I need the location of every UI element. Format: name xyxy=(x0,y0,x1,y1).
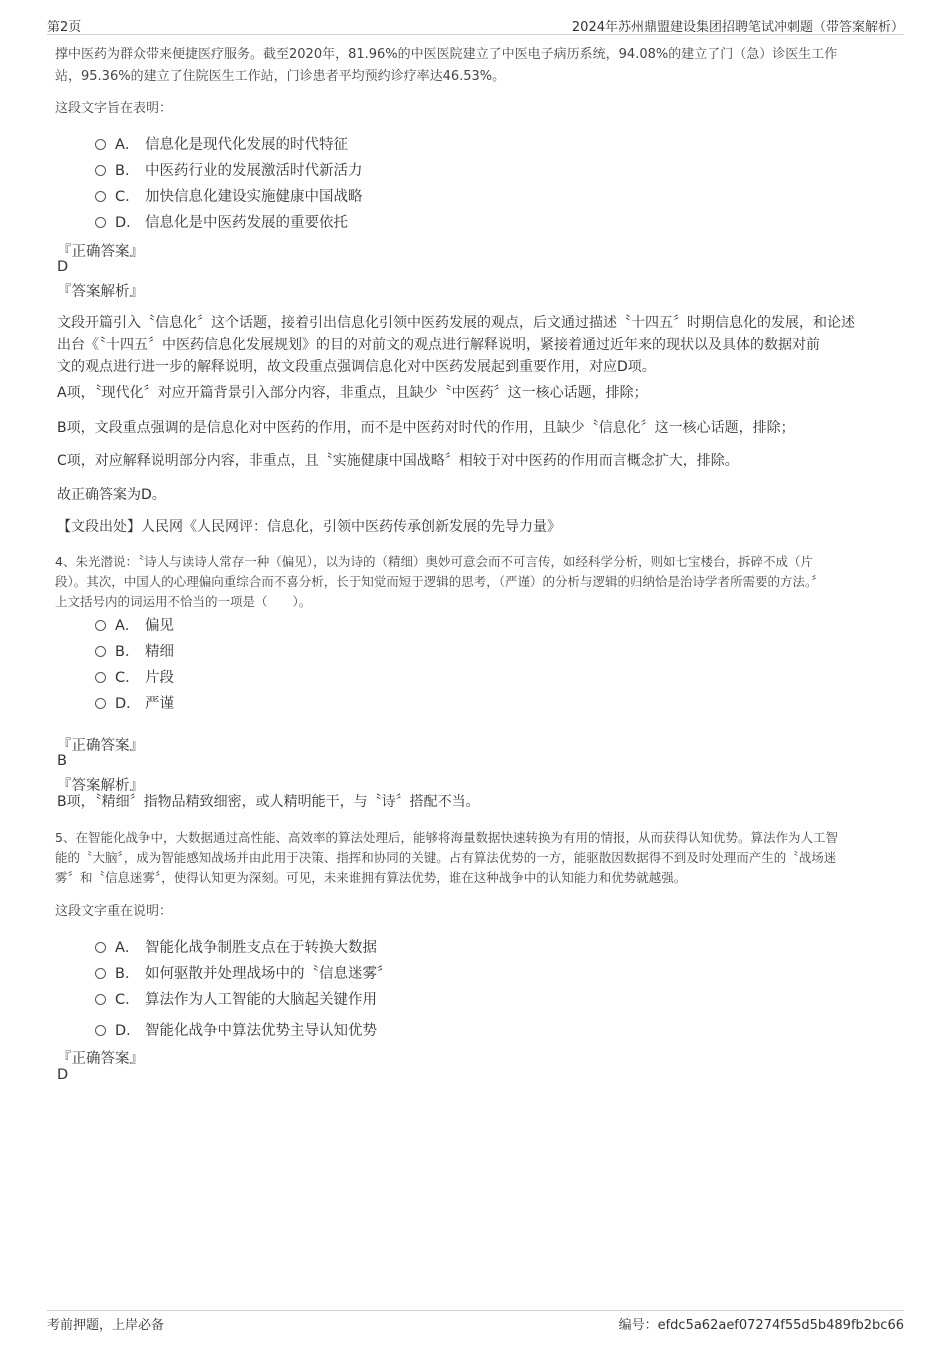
radio-icon[interactable] xyxy=(95,139,106,150)
q3-option-d[interactable]: D． 信息化是中医药发展的重要依托 xyxy=(95,211,348,233)
q5-option-b[interactable]: B． 如何驱散并处理战场中的〝信息迷雾〞 xyxy=(95,962,392,984)
radio-icon[interactable] xyxy=(95,968,106,979)
document-id: 编号：efdc5a62aef07274f55d5b489fb2bc66 xyxy=(618,1318,904,1333)
q4-option-d[interactable]: D． 严谨 xyxy=(95,692,174,714)
q3-passage-line: 撑中医药为群众带来便捷医疗服务。截至2020年，81.96%的中医医院建立了中医电子病历系统，94.08%的建立了门（急）诊医生工作 xyxy=(55,47,838,62)
q5-option-d[interactable]: D． 智能化战争中算法优势主导认知优势 xyxy=(95,1019,377,1041)
radio-icon[interactable] xyxy=(95,165,106,176)
q5-option-c[interactable]: C． 算法作为人工智能的大脑起关键作用 xyxy=(95,988,377,1010)
q5-stem-line: 雾〞和〝信息迷雾〞，使得认知更为深刻。可见，未来谁拥有算法优势，谁在这种战争中的认知能力和优势就越强。 xyxy=(55,870,687,885)
q5-stem xyxy=(55,828,915,888)
document-title: 2024年苏州鼎盟建设集团招聘笔试冲刺题（带答案解析） xyxy=(571,20,904,35)
q4-option-a[interactable]: A． 偏见 xyxy=(95,614,174,636)
q4-stem-line: 上文括号内的词运用不恰当的一项是（ ）。 xyxy=(55,594,312,609)
q5-option-a[interactable]: A． 智能化战争制胜支点在于转换大数据 xyxy=(95,936,377,958)
q3-conclusion: 故正确答案为D。 xyxy=(57,487,166,503)
q3-analysis-b: B项，文段重点强调的是信息化对中医药的作用，而不是中医药对时代的作用，且缺少〝信息化〞这一核心话题，排除； xyxy=(57,420,795,436)
q3-option-a[interactable]: A． 信息化是现代化发展的时代特征 xyxy=(95,133,348,155)
q3-analysis-c: C项，对应解释说明部分内容，非重点，且〝实施健康中国战略〞相较于对中医药的作用而言概念扩大，排除。 xyxy=(57,453,739,469)
q5-answer-label: 『正确答案』 xyxy=(57,1051,144,1067)
q5-prompt: 这段文字重在说明： xyxy=(55,904,173,919)
page-number: 第2页 xyxy=(47,20,82,35)
q5-answer: D xyxy=(57,1067,69,1083)
radio-icon[interactable] xyxy=(95,217,106,228)
q4-answer-label: 『正确答案』 xyxy=(57,738,144,754)
q4-analysis: B项，〝精细〞指物品精致细密，或人精明能干，与〝诗〞搭配不当。 xyxy=(57,794,480,810)
q3-prompt: 这段文字旨在表明： xyxy=(55,101,173,116)
q3-analysis-label: 『答案解析』 xyxy=(57,284,144,300)
q3-analysis xyxy=(57,312,902,378)
radio-icon[interactable] xyxy=(95,672,106,683)
q4-analysis-label: 『答案解析』 xyxy=(57,778,144,794)
radio-icon[interactable] xyxy=(95,698,106,709)
radio-icon[interactable] xyxy=(95,646,106,657)
q4-option-b[interactable]: B． 精细 xyxy=(95,640,174,662)
q3-option-c[interactable]: C． 加快信息化建设实施健康中国战略 xyxy=(95,185,363,207)
q3-analysis-line: 文段开篇引入〝信息化〞这个话题，接着引出信息化引领中医药发展的观点，后文通过描述〝十四五〞时期信息化的发展，和论述 xyxy=(57,315,855,331)
q3-analysis-line: 文的观点进行进一步的解释说明，故文段重点强调信息化对中医药发展起到重要作用，对应D项。 xyxy=(57,359,656,375)
page-header xyxy=(47,14,904,35)
q3-option-b[interactable]: B． 中医药行业的发展激活时代新活力 xyxy=(95,159,363,181)
footer-slogan: 考前押题，上岸必备 xyxy=(47,1318,165,1333)
radio-icon[interactable] xyxy=(95,191,106,202)
q4-stem xyxy=(55,552,915,612)
q3-answer: D xyxy=(57,259,69,275)
q3-answer-label: 『正确答案』 xyxy=(57,244,144,260)
radio-icon[interactable] xyxy=(95,942,106,953)
q5-stem-line: 能的〝大脑〞，成为智能感知战场并由此用于决策、指挥和协同的关键。占有算法优势的一方，能驱散因数据得不到及时处理而产生的〝战场迷 xyxy=(55,850,837,865)
q4-option-c[interactable]: C． 片段 xyxy=(95,666,174,688)
q4-answer: B xyxy=(57,753,67,769)
q5-stem-line: 5、在智能化战争中，大数据通过高性能、高效率的算法处理后，能够将海量数据快速转换为有用的情报，从而获得认知优势。算法作为人工智 xyxy=(55,830,838,845)
q4-stem-line: 段）。其次，中国人的心理偏向重综合而不喜分析，长于知觉而短于逻辑的思考，（严谨）的分析与逻辑的归纳恰是治诗学者所需要的方法。〞 xyxy=(55,574,824,589)
q3-source: 【文段出处】人民网《人民网评：信息化，引领中医药传承创新发展的先导力量》 xyxy=(57,519,561,535)
q3-analysis-line: 出台《〝十四五〞中医药信息化发展规划》的目的对前文的观点进行解释说明，紧接着通过近年来的现状以及具体的数据对前 xyxy=(57,337,820,353)
radio-icon[interactable] xyxy=(95,620,106,631)
radio-icon[interactable] xyxy=(95,1025,106,1036)
q3-passage xyxy=(55,44,837,88)
page-footer xyxy=(47,1310,904,1331)
radio-icon[interactable] xyxy=(95,994,106,1005)
q4-stem-line: 4、朱光潜说：〝诗人与读诗人常存一种（偏见），以为诗的（精细）奥妙可意会而不可言传，如经科学分析，则如七宝楼台，拆碎不成（片 xyxy=(55,554,813,569)
q3-analysis-a: A项，〝现代化〞对应开篇背景引入部分内容，非重点，且缺少〝中医药〞这一核心话题，排除； xyxy=(57,385,648,401)
q3-passage-line: 站，95.36%的建立了住院医生工作站，门诊患者平均预约诊疗率达46.53%。 xyxy=(55,69,506,84)
